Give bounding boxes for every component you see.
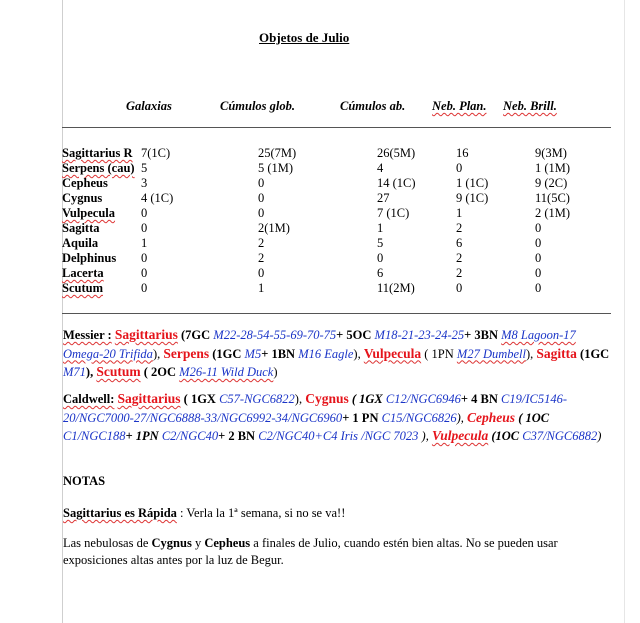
- cell-brill: 0: [535, 266, 542, 280]
- caldwell-vul-end: ): [597, 429, 602, 443]
- cell-brill: 9(3M): [535, 146, 567, 160]
- caldwell-cyg-bn-label: + 4 BN: [460, 392, 502, 406]
- constellation-name: Serpens (cau): [62, 161, 135, 175]
- cell-ab: 26(5M): [377, 146, 416, 160]
- caldwell-sgr-end: ),: [294, 392, 306, 406]
- header-neb-brill-text: Neb. Brill.: [503, 99, 557, 113]
- messier-paragraph: [63, 326, 611, 382]
- nota-2: [63, 535, 611, 569]
- nota-1: [63, 504, 611, 523]
- cell-glob: 2(1M): [258, 221, 290, 235]
- messier-sgr-end: ),: [152, 346, 164, 361]
- cell-galaxias: 5: [141, 161, 148, 175]
- cell-plan: 1 (1C): [456, 176, 489, 190]
- messier-serpens: Serpens: [163, 345, 210, 361]
- constellation-name: Cygnus: [62, 191, 103, 205]
- nota-2-cygnus: Cygnus: [151, 536, 192, 550]
- messier-sgr-gc-label: (7GC: [177, 328, 214, 342]
- cell-galaxias: 0: [141, 251, 148, 265]
- messier-sagittarius: Sagittarius: [114, 327, 178, 342]
- nota-2-rest: a finales de Julio, cuando estén bien altas. No se pueden usar exposiciones altas antes por la luz de Begur.: [63, 536, 558, 567]
- table-row: [0, 191, 640, 206]
- cell-galaxias: 0: [141, 281, 148, 295]
- cell-brill: 0: [535, 221, 542, 235]
- nota-1-bold: [63, 506, 177, 520]
- nota-2-y: y: [191, 536, 205, 550]
- constellation-name: Sagitta: [62, 221, 100, 235]
- caldwell-cyg-bn-list: C19/IC5146-20/NGC7000-27/NGC6888-33/NGC6992-34/NGC6960: [63, 392, 568, 425]
- caldwell-cep-oc-label: ( 1OC: [515, 410, 550, 425]
- cell-glob: 0: [258, 266, 265, 280]
- cell-galaxias: 0: [141, 266, 148, 280]
- table-row: [0, 176, 640, 191]
- constellation-name: Sagittarius R: [62, 146, 133, 160]
- caldwell-cep-bn-list: C2/NGC40+C4 Iris /NGC 7023: [258, 429, 419, 443]
- cell-ab: 0: [377, 251, 384, 265]
- messier-label: Messier :: [63, 328, 112, 342]
- header-cumulos-glob: Cúmulos glob.: [220, 99, 296, 113]
- caldwell-cep-bn-label: + 2 BN: [218, 429, 259, 443]
- cell-galaxias: 0: [141, 206, 148, 220]
- cell-plan: 0: [456, 161, 463, 175]
- cell-ab: 14 (1C): [377, 176, 416, 190]
- cell-plan: 2: [456, 221, 463, 235]
- nota-1-bold-text: Sagittarius es Rápida: [63, 506, 177, 520]
- messier-vulpecula: Vulpecula: [363, 345, 422, 361]
- messier-ser-gc-list: M5: [244, 346, 262, 361]
- header-neb-plan: [432, 99, 487, 114]
- nota-1-rest: : Verla la 1ª semana, si no se va!!: [176, 506, 346, 520]
- messier-sge-gc-list: M71: [63, 365, 86, 379]
- caldwell-cep-pn-list: C2/NGC40: [161, 429, 219, 443]
- constellation-name: Lacerta: [62, 266, 104, 280]
- cell-plan: 9 (1C): [456, 191, 489, 205]
- table-row: [0, 206, 640, 221]
- cell-ab: 1: [377, 221, 384, 235]
- table-row: [0, 146, 640, 161]
- cell-glob: 0: [258, 176, 265, 190]
- messier-sct-oc-list: M26-11 Wild Duck: [179, 365, 274, 379]
- cell-galaxias: 4 (1C): [141, 191, 174, 205]
- messier-sct-end: ): [273, 365, 278, 379]
- constellation-name: Aquila: [62, 236, 99, 250]
- cell-galaxias: 7(1C): [141, 146, 171, 160]
- caldwell-sagittarius: Sagittarius: [117, 391, 181, 406]
- cell-plan: 2: [456, 266, 463, 280]
- cell-ab: 27: [377, 191, 390, 205]
- caldwell-vul-oc-list: C37/NGC6882: [522, 429, 598, 443]
- cell-brill: 0: [535, 251, 542, 265]
- cell-ab: 7 (1C): [377, 206, 410, 220]
- right-margin-line: [624, 0, 625, 623]
- cell-plan: 6: [456, 236, 463, 250]
- messier-ser-bn-list: M16 Eagle: [298, 346, 354, 361]
- cell-plan: 16: [456, 146, 469, 160]
- cell-brill: 2 (1M): [535, 206, 571, 220]
- constellation-name: Delphinus: [62, 251, 117, 265]
- cell-plan: 2: [456, 251, 463, 265]
- cell-brill: 9 (2C): [535, 176, 568, 190]
- cell-galaxias: 1: [141, 236, 148, 250]
- cell-ab: 11(2M): [377, 281, 415, 295]
- messier-sagitta: Sagitta: [536, 345, 577, 361]
- caldwell-cyg-pn-label: + 1 PN: [342, 410, 382, 425]
- messier-sgr-oc-label: + 5OC: [336, 328, 375, 342]
- messier-vul-end: ),: [526, 346, 534, 361]
- nota-2-cepheus: Cepheus: [204, 536, 251, 550]
- messier-vul-pn-list: M27 Dumbell: [456, 346, 526, 361]
- left-margin-line: [62, 0, 63, 623]
- messier-sgr-oc-list: M18-21-23-24-25: [374, 328, 465, 342]
- messier-sge-gc-label: (1GC: [576, 346, 610, 361]
- caldwell-paragraph: [63, 390, 611, 446]
- header-cumulos-ab: Cúmulos ab.: [340, 99, 406, 113]
- cell-glob: 2: [258, 251, 265, 265]
- caldwell-label: Caldwell:: [63, 392, 115, 406]
- constellation-name: Scutum: [62, 281, 103, 295]
- table-row: [0, 266, 640, 281]
- caldwell-cep-end: ),: [418, 429, 429, 443]
- cell-ab: 5: [377, 236, 384, 250]
- table-row: [0, 251, 640, 266]
- cell-glob: 5 (1M): [258, 161, 294, 175]
- cell-glob: 25(7M): [258, 146, 297, 160]
- caldwell-cyg-gx-list: C12/NGC6946: [385, 392, 461, 406]
- cell-plan: 0: [456, 281, 463, 295]
- cell-brill: 0: [535, 281, 542, 295]
- cell-glob: 0: [258, 191, 265, 205]
- table-row: [0, 236, 640, 251]
- page-title: Objetos de Julio: [259, 30, 350, 45]
- notas-heading: NOTAS: [63, 474, 106, 488]
- messier-sgr-gc-list: M22-28-54-55-69-70-75: [213, 328, 337, 342]
- messier-sgr-bn-label: + 3BN: [464, 328, 502, 342]
- messier-sct-oc-label: ( 2OC: [140, 365, 180, 379]
- table-row: [0, 221, 640, 236]
- header-galaxias: Galaxias: [126, 99, 172, 113]
- cell-galaxias: 3: [141, 176, 148, 190]
- cell-ab: 6: [377, 266, 384, 280]
- cell-brill: 11(5C): [535, 191, 570, 205]
- messier-sge-end: ),: [85, 365, 97, 379]
- table-bottom-rule: [62, 313, 611, 314]
- table-top-rule: [62, 127, 611, 128]
- caldwell-sgr-gx-label: ( 1GX: [180, 392, 220, 406]
- header-neb-brill: [503, 99, 557, 114]
- table-row: [0, 161, 640, 176]
- caldwell-cepheus: Cepheus: [467, 409, 516, 425]
- caldwell-cep-pn-label: + 1PN: [125, 429, 162, 443]
- cell-glob: 0: [258, 206, 265, 220]
- messier-scutum: Scutum: [96, 364, 141, 379]
- nota-2-start: Las nebulosas de: [63, 536, 152, 550]
- messier-ser-gc-label: (1GC: [209, 346, 245, 361]
- caldwell-vulpecula: Vulpecula: [431, 428, 489, 443]
- messier-sgr-bn-list: M8 Lagoon-17 Omega-20 Trifida: [63, 328, 576, 361]
- caldwell-sgr-gx-list: C57-NGC6822: [219, 392, 295, 406]
- caldwell-cyg-gx-label: ( 1GX: [348, 392, 386, 406]
- caldwell-cyg-end: ),: [456, 410, 464, 425]
- caldwell-vul-oc-label: (1OC: [488, 429, 523, 443]
- messier-vul-pn-label: ( 1PN: [421, 346, 457, 361]
- constellation-name: Cepheus: [62, 176, 108, 190]
- header-neb-plan-text: Neb. Plan.: [432, 99, 487, 113]
- cell-brill: 1 (1M): [535, 161, 571, 175]
- constellation-name: Vulpecula: [62, 206, 116, 220]
- caldwell-cygnus: Cygnus: [305, 391, 349, 406]
- cell-plan: 1: [456, 206, 463, 220]
- table-row: [0, 281, 640, 296]
- cell-brill: 0: [535, 236, 542, 250]
- cell-galaxias: 0: [141, 221, 148, 235]
- cell-glob: 2: [258, 236, 265, 250]
- cell-glob: 1: [258, 281, 265, 295]
- caldwell-cyg-pn-list: C15/NGC6826: [381, 410, 457, 425]
- messier-ser-end: ),: [353, 346, 364, 361]
- cell-ab: 4: [377, 161, 384, 175]
- caldwell-cep-oc-list: C1/NGC188: [63, 429, 126, 443]
- messier-ser-bn-label: + 1BN: [261, 346, 299, 361]
